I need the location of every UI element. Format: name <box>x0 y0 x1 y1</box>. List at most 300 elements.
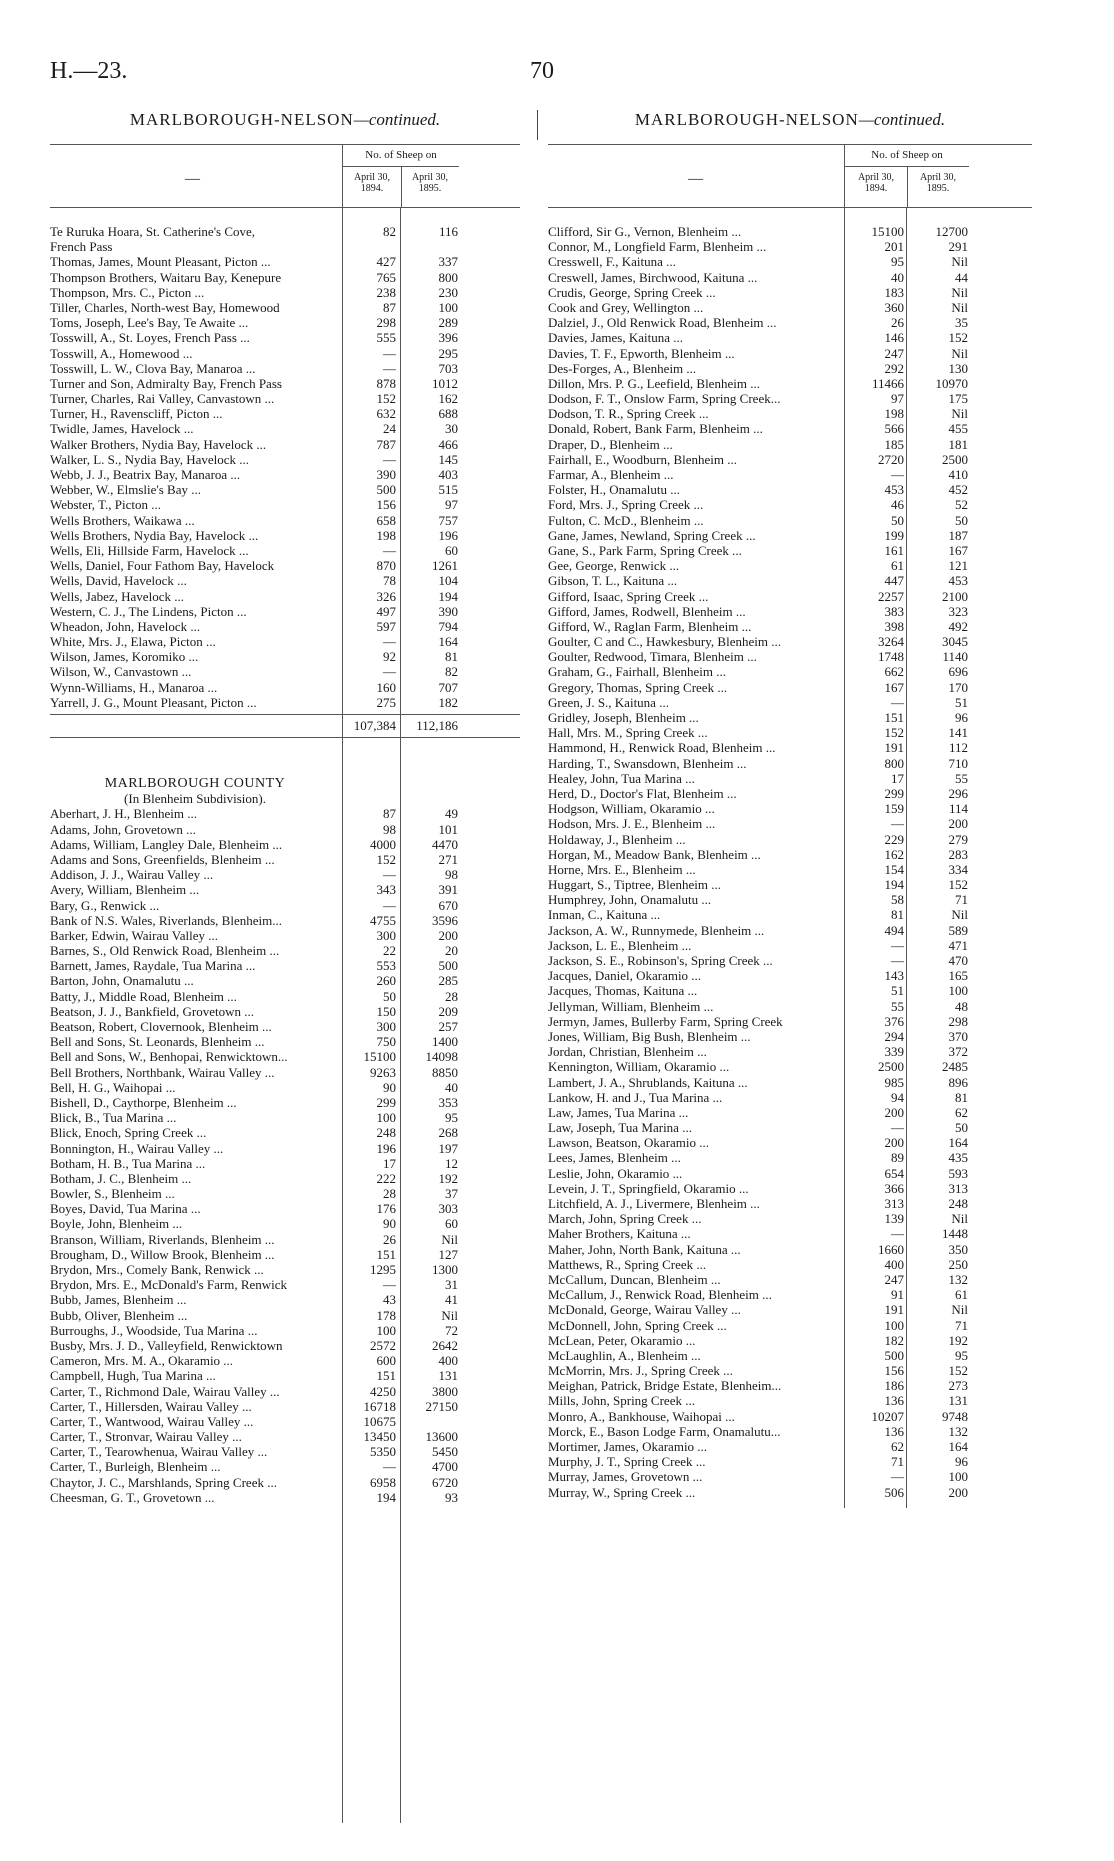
sheep-1894: 390 <box>376 467 396 482</box>
table-row <box>50 822 520 837</box>
owner-name: McCallum, J., Renwick Road, Blenheim ... <box>548 1287 772 1303</box>
sheep-1894: 161 <box>884 542 904 558</box>
table-row <box>50 1429 520 1444</box>
owner-name: McDonnell, John, Spring Creek ... <box>548 1317 727 1333</box>
sheep-1895: 97 <box>445 497 458 513</box>
sheep-1895: 896 <box>948 1074 968 1090</box>
sheep-1895: 35 <box>955 315 968 331</box>
totals-row <box>50 714 520 738</box>
owner-name: Healey, John, Tua Marina ... <box>548 770 695 786</box>
sheep-1894: 787 <box>376 436 396 452</box>
table-row <box>548 1393 1032 1408</box>
table-row <box>548 695 1032 710</box>
sheep-1894: 152 <box>376 851 396 867</box>
sheep-1895: 350 <box>948 1241 968 1257</box>
owner-name: Lawson, Beatson, Okaramio ... <box>548 1135 710 1151</box>
owner-name: Davies, T. F., Epworth, Blenheim ... <box>548 345 735 361</box>
table-row <box>50 346 520 361</box>
table-row <box>548 938 1032 953</box>
sheep-1894: 260 <box>376 973 396 989</box>
table-row <box>50 270 520 285</box>
page-reference: H.—23. <box>50 58 128 84</box>
sheep-1894: 91 <box>891 1287 904 1303</box>
left-table-header <box>50 144 520 208</box>
table-row <box>50 1338 520 1353</box>
group-label: No. of Sheep on <box>871 149 943 161</box>
table-row <box>548 1257 1032 1272</box>
owner-name: Hammond, H., Renwick Road, Blenheim ... <box>548 740 776 756</box>
sheep-1895: 72 <box>445 1322 458 1338</box>
table-row <box>548 421 1032 436</box>
sheep-1895: 60 <box>445 1216 458 1232</box>
table-row <box>50 695 520 710</box>
sheep-1895: 194 <box>438 588 458 604</box>
table-row <box>548 558 1032 573</box>
sheep-1895: 152 <box>948 330 968 346</box>
owner-name: Carter, T., Stronvar, Wairau Valley ... <box>50 1429 242 1445</box>
sheep-1895: 49 <box>445 806 458 822</box>
sheep-1894: 152 <box>884 725 904 741</box>
table-row <box>548 482 1032 497</box>
owner-name: Leslie, John, Okaramio ... <box>548 1165 683 1181</box>
sheep-1895: 121 <box>948 558 968 574</box>
owner-name: Barker, Edwin, Wairau Valley ... <box>50 927 218 943</box>
sheep-1894: 229 <box>884 831 904 847</box>
sheep-1894: 143 <box>884 968 904 984</box>
sheep-1894: 150 <box>376 1003 396 1019</box>
owner-name: Aberhart, J. H., Blenheim ... <box>50 806 197 822</box>
owner-name: Dalziel, J., Old Renwick Road, Blenheim ... <box>548 315 777 331</box>
sheep-1895: 100 <box>948 983 968 999</box>
sheep-1894: — <box>891 953 904 968</box>
owner-name: Law, James, Tua Marina ... <box>548 1104 689 1120</box>
table-row <box>50 497 520 512</box>
table-row <box>50 1004 520 1019</box>
sheep-1895: 757 <box>438 512 458 528</box>
table-row <box>548 270 1032 285</box>
owner-name: Thompson Brothers, Waitaru Bay, Kenepure <box>50 269 282 285</box>
owner-name: Jermyn, James, Bullerby Farm, Spring Creek <box>548 1013 783 1029</box>
table-row <box>548 892 1032 907</box>
owner-name: Botham, H. B., Tua Marina ... <box>50 1155 206 1171</box>
sheep-1894: 87 <box>383 806 396 822</box>
sheep-1895: 285 <box>438 973 458 989</box>
sheep-1894: 198 <box>376 527 396 543</box>
sheep-1894: 100 <box>376 1322 396 1338</box>
table-row <box>50 300 520 315</box>
sheep-1895: 20 <box>445 943 458 959</box>
table-row <box>50 1459 520 1474</box>
sheep-1895: 435 <box>948 1150 968 1166</box>
sheep-1895: 164 <box>948 1135 968 1151</box>
table-row <box>50 898 520 913</box>
owner-name: Turner, H., Ravenscliff, Picton ... <box>50 406 223 422</box>
sheep-1894: 194 <box>884 877 904 893</box>
sheep-1895: 4470 <box>432 836 458 852</box>
sheep-1895: 100 <box>438 299 458 315</box>
owner-name: Murray, W., Spring Creek ... <box>548 1484 696 1500</box>
sheep-1895: 370 <box>948 1028 968 1044</box>
table-row <box>50 1095 520 1110</box>
table-row <box>50 1171 520 1186</box>
table-row <box>50 680 520 695</box>
table-row <box>50 482 520 497</box>
sheep-1894: 22 <box>383 943 396 959</box>
sheep-1895: 500 <box>438 958 458 974</box>
sheep-1894: 553 <box>376 958 396 974</box>
table-row <box>548 1469 1032 1484</box>
owner-name: Law, Joseph, Tua Marina ... <box>548 1120 692 1136</box>
table-row <box>50 1156 520 1171</box>
sheep-1894: 566 <box>884 421 904 437</box>
table-row <box>50 1216 520 1231</box>
sheep-1895: 132 <box>948 1271 968 1287</box>
column-1894: April 30, 1894. <box>353 172 391 194</box>
sheep-count-group <box>844 145 969 207</box>
table-row <box>50 573 520 588</box>
sheep-1894: 15100 <box>363 1049 396 1065</box>
sheep-1894: 26 <box>891 315 904 331</box>
table-row <box>50 513 520 528</box>
sheep-1894: 500 <box>884 1347 904 1363</box>
sheep-1895: 2100 <box>942 588 968 604</box>
owner-name: Carter, T., Wantwood, Wairau Valley ... <box>50 1413 254 1429</box>
sheep-1895: 167 <box>948 542 968 558</box>
sheep-1895: 200 <box>948 816 968 832</box>
sheep-1894: 87 <box>383 299 396 315</box>
sheep-1895: 37 <box>445 1186 458 1202</box>
sheep-1894: 28 <box>383 1186 396 1202</box>
owner-name: Creswell, James, Birchwood, Kaituna ... <box>548 269 758 285</box>
owner-name: Bell, H. G., Waihopai ... <box>50 1079 176 1095</box>
name-column-header: — <box>688 171 703 187</box>
sheep-1895: 145 <box>438 451 458 467</box>
sheep-1894: 100 <box>884 1317 904 1333</box>
owner-name: McDonald, George, Wairau Valley ... <box>548 1302 741 1318</box>
total-1894: 107,384 <box>353 718 396 733</box>
section-subtitle-text: (In Blenheim Subdivision). <box>124 791 266 807</box>
table-row <box>548 467 1032 482</box>
owner-name: Wells, David, Havelock ... <box>50 573 187 589</box>
sheep-1894: 6958 <box>370 1474 396 1490</box>
sheep-1894: 1295 <box>370 1262 396 1277</box>
sheep-1895: Nil <box>951 299 968 315</box>
sheep-1894: 90 <box>383 1079 396 1095</box>
table-row <box>548 619 1032 634</box>
sheep-1895: 390 <box>438 603 458 619</box>
owner-name: Barton, John, Onamalutu ... <box>50 973 194 989</box>
table-row <box>50 1292 520 1307</box>
table-row <box>50 437 520 452</box>
sheep-1894: — <box>383 542 396 558</box>
sheep-1895: 688 <box>438 406 458 422</box>
sheep-1895: 27150 <box>425 1398 458 1414</box>
sheep-1894: 167 <box>884 679 904 695</box>
sheep-1895: 141 <box>948 725 968 741</box>
table-row <box>50 361 520 376</box>
owner-name: Dodson, F. T., Onslow Farm, Spring Creek... <box>548 391 781 407</box>
table-row <box>50 406 520 421</box>
table-row <box>50 589 520 604</box>
sheep-1895: Nil <box>951 406 968 422</box>
table-row <box>50 1201 520 1216</box>
title-suffix: —continued. <box>353 110 441 129</box>
sheep-1894: 985 <box>884 1074 904 1090</box>
sheep-1894: 152 <box>376 391 396 407</box>
owner-name: Gifford, Isaac, Spring Creek ... <box>548 588 709 604</box>
owner-name: Batty, J., Middle Road, Blenheim ... <box>50 988 237 1004</box>
table-row <box>548 771 1032 786</box>
sheep-1894: 292 <box>884 360 904 376</box>
sheep-1894: 222 <box>376 1170 396 1186</box>
sheep-1895: 4700 <box>432 1459 458 1475</box>
owner-name: Des-Forges, A., Blenheim ... <box>548 360 697 376</box>
table-row <box>548 1439 1032 1454</box>
sheep-1894: 186 <box>884 1378 904 1394</box>
owner-name: Clifford, Sir G., Vernon, Blenheim ... <box>548 224 742 239</box>
table-row <box>50 1141 520 1156</box>
owner-name: Jackson, L. E., Blenheim ... <box>548 937 692 953</box>
table-row <box>548 1348 1032 1363</box>
sheep-1895: 303 <box>438 1201 458 1217</box>
sheep-1894: 17 <box>383 1155 396 1171</box>
table-row <box>548 999 1032 1014</box>
sheep-1895: 96 <box>955 710 968 725</box>
right-table-body <box>548 208 1032 1500</box>
sheep-1894: 50 <box>891 512 904 528</box>
table-row <box>548 224 1032 239</box>
sheep-1895: 112 <box>948 740 968 756</box>
sheep-1895: 271 <box>438 851 458 867</box>
sheep-1895: 453 <box>948 573 968 589</box>
sheep-1895: 132 <box>948 1423 968 1439</box>
sheep-1895: 800 <box>438 269 458 285</box>
section-title-text: MARLBOROUGH COUNTY <box>104 776 286 791</box>
sheep-1895: 200 <box>948 1484 968 1500</box>
owner-name: Barnes, S., Old Renwick Road, Blenheim ... <box>50 943 280 959</box>
table-row <box>548 1211 1032 1226</box>
owner-name: Adams, John, Grovetown ... <box>50 821 196 837</box>
owner-name: Inman, C., Kaituna ... <box>548 907 661 923</box>
table-row <box>50 1125 520 1140</box>
sheep-1894: 98 <box>383 821 396 837</box>
sheep-1894: 400 <box>884 1256 904 1272</box>
owner-name: Lankow, H. and J., Tua Marina ... <box>548 1089 723 1105</box>
table-row <box>548 1196 1032 1211</box>
table-row <box>548 680 1032 695</box>
owner-name: Carter, T., Hillersden, Wairau Valley ... <box>50 1398 252 1414</box>
sheep-1894: 10675 <box>363 1413 396 1429</box>
sheep-1895: 187 <box>948 527 968 543</box>
sheep-1894: — <box>383 451 396 467</box>
owner-name: Gifford, James, Rodwell, Blenheim ... <box>548 603 746 619</box>
sheep-1895: 116 <box>438 224 458 239</box>
owner-name: Cheesman, G. T., Grovetown ... <box>50 1489 215 1505</box>
sheep-1894: 191 <box>884 740 904 756</box>
owner-name: Bowler, S., Blenheim ... <box>50 1186 175 1202</box>
sheep-1895: 192 <box>438 1170 458 1186</box>
table-row <box>548 862 1032 877</box>
owner-name: Gregory, Thomas, Spring Creek ... <box>548 679 728 695</box>
sheep-1895: 279 <box>948 831 968 847</box>
owner-name: Meighan, Patrick, Bridge Estate, Blenheim... <box>548 1378 782 1394</box>
sheep-1895: 283 <box>948 846 968 862</box>
table-row <box>548 1363 1032 1378</box>
left-table-body <box>50 208 520 1505</box>
table-row <box>50 1110 520 1125</box>
owner-name: Gifford, W., Raglan Farm, Blenheim ... <box>548 618 752 634</box>
table-row <box>50 634 520 649</box>
owner-name: Fulton, C. McD., Blenheim ... <box>548 512 704 528</box>
owner-name: Wilson, W., Canvastown ... <box>50 664 192 680</box>
table-row <box>548 1318 1032 1333</box>
owner-name: Matthews, R., Spring Creek ... <box>548 1256 707 1272</box>
sheep-1894: 555 <box>376 330 396 346</box>
sheep-1894: 200 <box>884 1135 904 1151</box>
sheep-1894: 182 <box>884 1332 904 1348</box>
sheep-1894: 151 <box>884 710 904 725</box>
sheep-1895: 104 <box>438 573 458 589</box>
sheep-1895: 12700 <box>935 224 968 239</box>
owner-name: Boyes, David, Tua Marina ... <box>50 1201 201 1217</box>
table-row <box>50 1277 520 1292</box>
table-row <box>50 867 520 882</box>
sheep-1895: 670 <box>438 897 458 913</box>
owner-name: Brydon, Mrs., Comely Bank, Renwick ... <box>50 1262 264 1277</box>
owner-name: Lambert, J. A., Shrublands, Kaituna ... <box>548 1074 748 1090</box>
page-number: 70 <box>530 58 554 84</box>
sheep-1894: 159 <box>884 801 904 817</box>
owner-name: McLaughlin, A., Blenheim ... <box>548 1347 701 1363</box>
sheep-1895: 452 <box>948 482 968 498</box>
sheep-1894: 139 <box>884 1211 904 1227</box>
table-row <box>50 1414 520 1429</box>
total-1895: 112,186 <box>416 718 458 733</box>
owner-name: Lees, James, Blenheim ... <box>548 1150 681 1166</box>
name-column-header: — <box>185 171 200 187</box>
table-row <box>50 528 520 543</box>
table-row <box>548 1424 1032 1439</box>
table-row <box>50 543 520 558</box>
owner-name: White, Mrs. J., Elawa, Picton ... <box>50 634 216 650</box>
sheep-1894: — <box>383 1277 396 1293</box>
sheep-1895: 696 <box>948 664 968 680</box>
sheep-1895: 131 <box>948 1393 968 1409</box>
owner-name: Davies, James, Kaituna ... <box>548 330 684 346</box>
sheep-1894: 196 <box>376 1140 396 1156</box>
owner-name: Turner and Son, Admiralty Bay, French Pass <box>50 375 282 391</box>
group-label: No. of Sheep on <box>365 149 437 161</box>
table-row <box>50 806 520 821</box>
owner-name: Gibson, T. L., Kaituna ... <box>548 573 678 589</box>
sheep-1895: 455 <box>948 421 968 437</box>
owner-name: Brydon, Mrs. E., McDonald's Farm, Renwick <box>50 1277 288 1293</box>
table-row <box>548 786 1032 801</box>
owner-name: Wells, Eli, Hillside Farm, Havelock ... <box>50 542 249 558</box>
sheep-1895: 114 <box>948 801 968 817</box>
sheep-1894: 58 <box>891 892 904 908</box>
table-row <box>50 1368 520 1383</box>
table-row <box>548 664 1032 679</box>
owner-name: Adams and Sons, Greenfields, Blenheim ... <box>50 851 275 867</box>
owner-name: Litchfield, A. J., Livermere, Blenheim ... <box>548 1196 760 1211</box>
sheep-1894: 46 <box>891 497 904 513</box>
owner-name: Horgan, M., Meadow Bank, Blenheim ... <box>548 846 761 862</box>
owner-name: Mortimer, James, Okaramio ... <box>548 1439 708 1454</box>
table-row <box>548 1120 1032 1135</box>
owner-name: Levein, J. T., Springfield, Okaramio ... <box>548 1180 749 1196</box>
table-row <box>50 376 520 391</box>
column-1895: April 30, 1895. <box>919 172 957 194</box>
sheep-1894: 10207 <box>871 1408 904 1424</box>
owner-name: Huggart, S., Tiptree, Blenheim ... <box>548 877 721 893</box>
sheep-1895: 2485 <box>942 1059 968 1075</box>
owner-name: Mills, John, Spring Creek ... <box>548 1393 695 1409</box>
table-row <box>548 285 1032 300</box>
sheep-1895: 6720 <box>432 1474 458 1490</box>
owner-name: Tosswill, L. W., Clova Bay, Manaroa ... <box>50 360 256 376</box>
table-row <box>548 452 1032 467</box>
table-row <box>548 239 1032 254</box>
sheep-1894: 360 <box>884 299 904 315</box>
table-row <box>548 725 1032 740</box>
owner-name: Branson, William, Riverlands, Blenheim ... <box>50 1231 275 1247</box>
table-row <box>50 1049 520 1064</box>
sheep-1895: 410 <box>948 467 968 482</box>
sheep-1895: 295 <box>438 345 458 361</box>
sheep-1895: 200 <box>438 927 458 943</box>
sheep-1894: 201 <box>884 239 904 255</box>
table-row <box>548 1485 1032 1500</box>
table-row <box>50 989 520 1004</box>
sheep-1894: — <box>383 897 396 913</box>
sheep-1895: 81 <box>955 1089 968 1105</box>
sheep-1895: 470 <box>948 953 968 968</box>
owner-name: Beatson, Robert, Clovernook, Blenheim ... <box>50 1019 272 1034</box>
table-row <box>50 1308 520 1323</box>
table-row <box>548 589 1032 604</box>
sheep-1894: 600 <box>376 1353 396 1369</box>
sheep-1894: 61 <box>891 558 904 574</box>
owner-name: Dillon, Mrs. P. G., Leefield, Blenheim ... <box>548 375 760 391</box>
sheep-1895: 197 <box>438 1140 458 1156</box>
sheep-1894: 300 <box>376 927 396 943</box>
sheep-1894: 326 <box>376 588 396 604</box>
sheep-1894: 200 <box>884 1104 904 1120</box>
sheep-1895: 268 <box>438 1125 458 1141</box>
sheep-1895: 182 <box>438 694 458 710</box>
sheep-1894: 878 <box>376 375 396 391</box>
sheep-1895: 3045 <box>942 634 968 650</box>
owner-name: Dodson, T. R., Spring Creek ... <box>548 406 709 422</box>
sheep-1894: 185 <box>884 436 904 452</box>
table-row <box>50 973 520 988</box>
sheep-1895: 1261 <box>432 558 458 574</box>
owner-name: McLean, Peter, Okaramio ... <box>548 1332 696 1348</box>
owner-name: Yarrell, J. G., Mount Pleasant, Picton ... <box>50 694 257 710</box>
sheep-1894: 62 <box>891 1439 904 1454</box>
sheep-1894: 497 <box>376 603 396 619</box>
sheep-1895: 12 <box>445 1155 458 1171</box>
sheep-1894: 398 <box>884 618 904 634</box>
table-row <box>548 1029 1032 1044</box>
owner-name: Gane, James, Newland, Spring Creek ... <box>548 527 756 543</box>
owner-name: Boyle, John, Blenheim ... <box>50 1216 183 1232</box>
owner-name: Herd, D., Doctor's Flat, Blenheim ... <box>548 785 737 801</box>
table-row <box>548 543 1032 558</box>
table-row <box>548 1226 1032 1241</box>
table-row <box>50 649 520 664</box>
